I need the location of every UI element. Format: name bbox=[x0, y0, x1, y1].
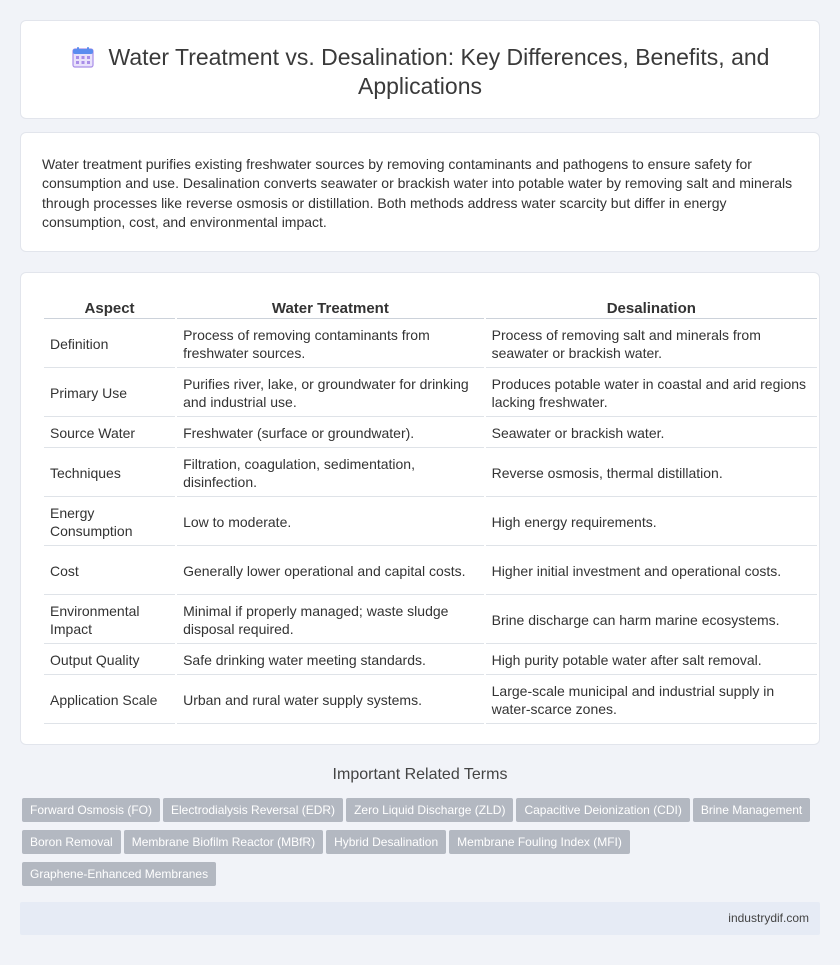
row-water-treatment: Filtration, coagulation, sedimentation, disinfection. bbox=[177, 450, 484, 497]
page-title: Water Treatment vs. Desalination: Key Differences, Benefits, and Applications bbox=[108, 44, 770, 99]
table-row bbox=[44, 499, 817, 546]
row-aspect: Output Quality bbox=[44, 646, 175, 675]
row-aspect: Primary Use bbox=[44, 370, 175, 417]
row-desalination: Process of removing salt and minerals from seawater or brackish water. bbox=[486, 321, 817, 368]
page-title-row bbox=[41, 43, 799, 101]
row-water-treatment: Safe drinking water meeting standards. bbox=[177, 646, 484, 675]
row-aspect: Definition bbox=[44, 321, 175, 368]
row-aspect: Environmental Impact bbox=[44, 597, 175, 644]
column-header-desalination: Desalination bbox=[486, 297, 817, 319]
tag-brine-management[interactable]: Brine Management bbox=[693, 798, 810, 822]
row-aspect: Source Water bbox=[44, 419, 175, 448]
tag-capacitive-deionization[interactable]: Capacitive Deionization (CDI) bbox=[516, 798, 689, 822]
tag-graphene-enhanced-membranes[interactable]: Graphene-Enhanced Membranes bbox=[22, 862, 216, 886]
row-water-treatment: Low to moderate. bbox=[177, 499, 484, 546]
tag-electrodialysis-reversal[interactable]: Electrodialysis Reversal (EDR) bbox=[163, 798, 343, 822]
tag-membrane-fouling-index[interactable]: Membrane Fouling Index (MFI) bbox=[449, 830, 630, 854]
row-water-treatment: Freshwater (surface or groundwater). bbox=[177, 419, 484, 448]
row-aspect: Techniques bbox=[44, 450, 175, 497]
row-water-treatment: Urban and rural water supply systems. bbox=[177, 677, 484, 724]
row-water-treatment: Minimal if properly managed; waste sludge disposal required. bbox=[177, 597, 484, 644]
row-desalination: Higher initial investment and operational costs. bbox=[486, 548, 817, 595]
row-aspect: Application Scale bbox=[44, 677, 175, 724]
row-aspect: Energy Consumption bbox=[44, 499, 175, 546]
row-water-treatment: Purifies river, lake, or groundwater for drinking and industrial use. bbox=[177, 370, 484, 417]
row-desalination: High purity potable water after salt removal. bbox=[486, 646, 817, 675]
footer bbox=[20, 902, 820, 935]
related-terms-list bbox=[22, 798, 822, 894]
table-row bbox=[44, 548, 817, 595]
table-header-row bbox=[44, 297, 817, 319]
row-desalination: Seawater or brackish water. bbox=[486, 419, 817, 448]
row-desalination: Large-scale municipal and industrial supply in water-scarce zones. bbox=[486, 677, 817, 724]
tag-boron-removal[interactable]: Boron Removal bbox=[22, 830, 121, 854]
calendar-icon bbox=[71, 45, 95, 69]
row-aspect: Cost bbox=[44, 548, 175, 595]
footer-site-link[interactable]: industrydif.com bbox=[728, 911, 809, 925]
tag-zero-liquid-discharge[interactable]: Zero Liquid Discharge (ZLD) bbox=[346, 798, 513, 822]
table-row bbox=[44, 677, 817, 724]
related-terms-heading: Important Related Terms bbox=[332, 766, 508, 783]
column-header-water-treatment: Water Treatment bbox=[177, 297, 484, 319]
column-header-aspect: Aspect bbox=[44, 297, 175, 319]
row-water-treatment: Generally lower operational and capital costs. bbox=[177, 548, 484, 595]
tag-hybrid-desalination[interactable]: Hybrid Desalination bbox=[326, 830, 446, 854]
table-row bbox=[44, 450, 817, 497]
table-row bbox=[44, 646, 817, 675]
tag-membrane-biofilm-reactor[interactable]: Membrane Biofilm Reactor (MBfR) bbox=[124, 830, 323, 854]
intro-card bbox=[20, 132, 820, 252]
row-desalination: High energy requirements. bbox=[486, 499, 817, 546]
table-row bbox=[44, 597, 817, 644]
tag-forward-osmosis[interactable]: Forward Osmosis (FO) bbox=[22, 798, 160, 822]
row-desalination: Brine discharge can harm marine ecosystems. bbox=[486, 597, 817, 644]
comparison-card bbox=[20, 272, 820, 745]
table-row bbox=[44, 321, 817, 368]
table-row bbox=[44, 419, 817, 448]
row-water-treatment: Process of removing contaminants from freshwater sources. bbox=[177, 321, 484, 368]
title-card bbox=[20, 20, 820, 119]
table-row bbox=[44, 370, 817, 417]
intro-paragraph: Water treatment purifies existing freshwater sources by removing contaminants and pathogens to ensure safety for consumption and use. Desalination converts seawater or brackish water into potable water by removing salt and minerals through processes like reverse osmosis or distillation. Both methods address water scarcity but differ in energy consumption, cost, and environmental impact. bbox=[42, 156, 793, 230]
row-desalination: Produces potable water in coastal and arid regions lacking freshwater. bbox=[486, 370, 817, 417]
row-desalination: Reverse osmosis, thermal distillation. bbox=[486, 450, 817, 497]
comparison-table bbox=[42, 295, 819, 726]
